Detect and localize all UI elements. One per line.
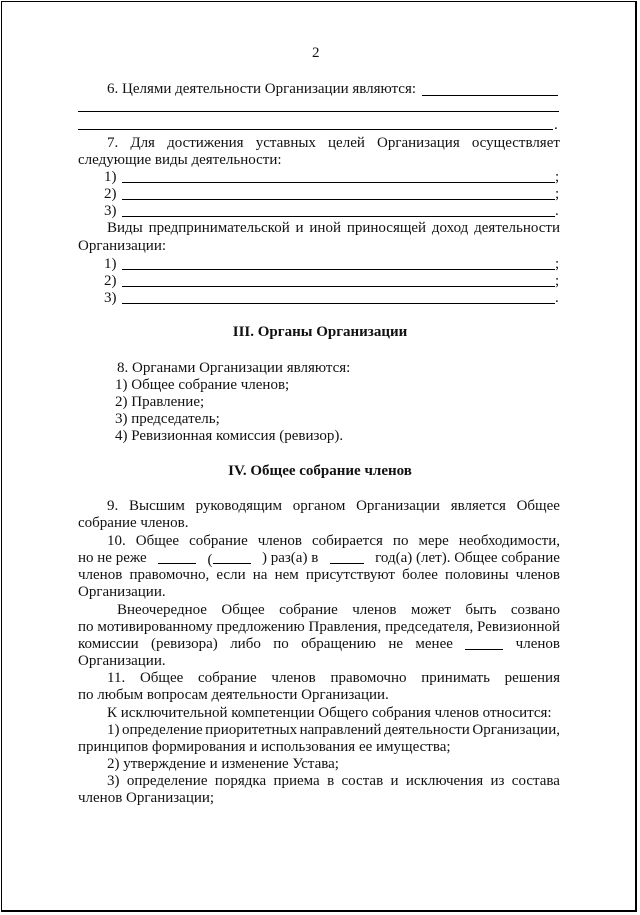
organ-item-4: 4) Ревизионная комиссия (ревизор). xyxy=(115,428,344,444)
word: не xyxy=(388,636,403,652)
section6-blank-1 xyxy=(422,95,558,96)
word: предложению xyxy=(216,619,305,635)
word: 9. xyxy=(107,498,119,514)
section6-text: 6. Целями деятельности Организации являются: xyxy=(107,81,417,97)
word: комиссии xyxy=(78,636,139,652)
business-item-1-blank xyxy=(122,269,555,270)
word: деятельности xyxy=(383,722,470,738)
section7-line2: следующие виды деятельности: xyxy=(78,152,282,168)
word: Организации, xyxy=(472,722,560,738)
word: 11. xyxy=(107,670,126,686)
word: 7. xyxy=(107,135,119,151)
word: целей xyxy=(328,135,365,151)
business-item-3-end: . xyxy=(555,290,559,306)
word: в xyxy=(327,773,335,789)
word: Виды xyxy=(107,220,143,236)
word: Общее xyxy=(516,498,560,514)
word: по xyxy=(392,533,409,549)
word: состава xyxy=(511,773,560,789)
business-item-1-end: ; xyxy=(555,256,560,272)
word: направлений xyxy=(299,722,382,738)
word: членов xyxy=(271,670,316,686)
p10-line4: Организации. xyxy=(78,584,166,600)
word: членов xyxy=(515,567,560,583)
organ-item-1: 1) Общее собрание членов; xyxy=(115,377,290,393)
business-item-2-end: ; xyxy=(555,273,560,289)
word: нем xyxy=(274,567,299,583)
word: Общее xyxy=(139,670,184,686)
word: осуществляет xyxy=(471,135,560,151)
word: (ревизора) xyxy=(151,636,218,652)
text-part: ( xyxy=(207,552,213,568)
text-part: год(а) (лет). Общее собрание xyxy=(375,550,560,566)
word: может xyxy=(410,602,451,618)
word: является xyxy=(450,498,506,514)
word: Общее xyxy=(221,602,265,618)
word: менее xyxy=(415,636,453,652)
word: либо xyxy=(230,636,261,652)
business-item-3-blank xyxy=(122,303,555,304)
word: 10. xyxy=(107,533,126,549)
word: собрание xyxy=(279,602,338,618)
word: Общее xyxy=(135,533,180,549)
activity-item-3-blank xyxy=(122,216,555,217)
word: членов xyxy=(515,636,560,652)
word: по xyxy=(273,636,289,652)
word: из xyxy=(490,773,505,789)
word: правомочно, xyxy=(129,567,210,583)
organ-item-3: 3) председатель; xyxy=(115,411,220,427)
word: доход xyxy=(431,220,469,236)
word: председателя, xyxy=(385,619,474,635)
word: членов xyxy=(257,533,303,549)
word: мере xyxy=(418,533,449,549)
competence-1-line1 xyxy=(107,721,560,739)
section6-end-mark: . xyxy=(554,117,558,133)
word: органом xyxy=(292,498,346,514)
section7-line1 xyxy=(107,134,560,152)
word: мотивированному xyxy=(97,619,213,635)
competence-1-line2: принципов формирования и использования ее имущества; xyxy=(78,739,451,755)
word: собрание xyxy=(198,670,257,686)
word: членов xyxy=(352,602,397,618)
word: Организация xyxy=(376,135,460,151)
word: порядка xyxy=(214,773,267,789)
word: на xyxy=(252,567,268,583)
competence-3-line1 xyxy=(107,772,560,790)
competence-2: 2) утверждение и изменение Устава; xyxy=(107,756,339,772)
word: деятельности xyxy=(474,220,560,236)
business-item-3-num: 3) xyxy=(104,290,117,306)
word: руководящим xyxy=(195,498,283,514)
competence-3-line2: членов Организации; xyxy=(78,790,215,806)
business-item-2-num: 2) xyxy=(104,273,117,289)
activity-item-2-num: 2) xyxy=(104,186,117,202)
word: собрание xyxy=(189,533,248,549)
word: Для xyxy=(130,135,155,151)
extra-line4: Организации. xyxy=(78,653,166,669)
section-iv-heading: IV. Общее собрание членов xyxy=(228,463,412,479)
word: приоритетных xyxy=(205,722,298,738)
word: если xyxy=(216,567,246,583)
word: обращению xyxy=(301,636,376,652)
word: более xyxy=(402,567,438,583)
section-iii-intro: 8. Органами Организации являются: xyxy=(117,360,351,376)
word: Внеочередное xyxy=(117,602,207,618)
word: быть xyxy=(465,602,497,618)
word: присутствуют xyxy=(305,567,395,583)
blank-members xyxy=(465,635,503,655)
activity-item-1-num: 1) xyxy=(104,169,117,185)
p9-line1 xyxy=(107,497,560,515)
activity-item-3-end: . xyxy=(555,203,559,219)
word: исключения xyxy=(405,773,484,789)
page-number: 2 xyxy=(312,45,320,61)
word: предпринимательской xyxy=(148,220,290,236)
extra-line1 xyxy=(117,601,560,619)
text-part: но не реже xyxy=(78,550,147,566)
word: созвано xyxy=(510,602,560,618)
word: иной xyxy=(309,220,341,236)
activity-item-3-num: 3) xyxy=(104,203,117,219)
word: приносящей xyxy=(346,220,427,236)
activity-item-2-blank xyxy=(122,199,555,200)
p9-line2: собрание членов. xyxy=(78,515,189,531)
p11-line2: по любым вопросам деятельности Организации. xyxy=(78,687,389,703)
word: по xyxy=(78,619,94,635)
word: принимать xyxy=(421,670,490,686)
word: Организации xyxy=(356,498,440,514)
section6-blank-2 xyxy=(78,111,559,112)
word: достижения xyxy=(167,135,244,151)
word: Правления, xyxy=(308,619,382,635)
extra-line2 xyxy=(78,618,560,636)
section-iii-heading: III. Органы Организации xyxy=(232,324,408,340)
word: решения xyxy=(504,670,560,686)
p11-line1 xyxy=(107,669,560,687)
word: собирается xyxy=(312,533,383,549)
business-item-1-num: 1) xyxy=(104,256,117,272)
word: половины xyxy=(445,567,509,583)
word: Высшим xyxy=(129,498,185,514)
activity-item-1-blank xyxy=(122,182,555,183)
word: правомочно xyxy=(330,670,407,686)
competence-intro: К исключительной компетенции Общего собрания членов относится: xyxy=(107,705,552,721)
word: определение xyxy=(126,773,208,789)
word: необходимости, xyxy=(458,533,560,549)
word: определение xyxy=(122,722,203,738)
word: приема xyxy=(273,773,320,789)
business-line2: Организации: xyxy=(78,238,167,254)
section6-blank-3 xyxy=(78,129,553,130)
word: уставных xyxy=(255,135,316,151)
p10-line3 xyxy=(78,566,560,584)
business-item-2-blank xyxy=(122,286,555,287)
organ-item-2: 2) Правление; xyxy=(115,394,205,410)
word: 1) xyxy=(107,722,120,738)
activity-item-2-end: ; xyxy=(555,186,560,202)
word: членов xyxy=(78,567,123,583)
word: 3) xyxy=(107,773,120,789)
p10-line1 xyxy=(107,532,560,550)
word: Ревизионной xyxy=(477,619,560,635)
word: и xyxy=(295,220,304,236)
business-line1 xyxy=(107,219,560,237)
activity-item-1-end: ; xyxy=(555,169,560,185)
text-part: ) раз(а) в xyxy=(261,550,319,566)
word: состав xyxy=(341,773,384,789)
word: и xyxy=(390,773,399,789)
